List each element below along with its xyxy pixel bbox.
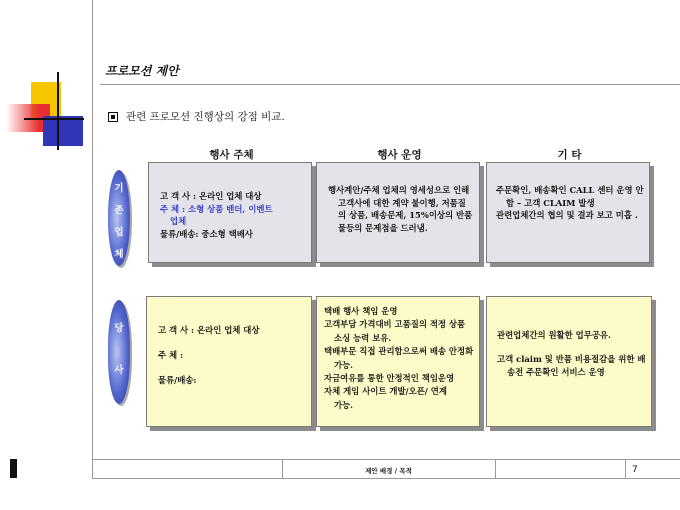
cell-our-etc	[486, 296, 652, 427]
footer-divider	[495, 459, 496, 479]
cell-line: 송전 주문확인 서비스 운영	[507, 367, 605, 377]
footer-section-label: 제안 배경 / 목적	[365, 467, 412, 475]
cell-line: 관련업체간의 원활한 업무공유.	[497, 330, 611, 340]
cell-existing-operation	[316, 162, 480, 263]
cell-line: 업체	[170, 216, 187, 226]
row-label-char: 체	[114, 249, 124, 260]
left-margin-line	[92, 0, 93, 478]
cell-line: 고 객 사 : 온라인 업체 대상	[160, 191, 262, 201]
logo-crosshair-vertical	[57, 72, 59, 150]
cell-our-operation	[316, 296, 480, 427]
cell-line: 함 – 고객 CLAIM 발생	[506, 197, 595, 208]
row-label-char: 기	[114, 183, 124, 194]
cell-line: 고객 claim 및 반품 비용절감을 위한 배	[497, 354, 646, 364]
cell-existing-etc	[486, 162, 650, 263]
column-header-operation: 행사 운영	[377, 149, 422, 161]
footer-top-rule	[92, 459, 680, 460]
row-label-char: 존	[114, 205, 124, 216]
title-rule	[100, 84, 680, 85]
cell-line: 물류/배송:	[158, 375, 197, 385]
cell-line: 소싱 능력 보유.	[334, 332, 392, 343]
section-bullet	[108, 109, 285, 124]
cell-line: 자금여유를 통한 안정적인 책임운영	[324, 373, 455, 384]
cell-line: 주문확인, 배송확인 CALL 센터 운영 안	[496, 185, 644, 195]
cell-line: 택배 행사 책임 운영	[324, 306, 398, 316]
row-label-char: 당	[114, 323, 124, 334]
cell-line: 물등의 문제점을 드러냄.	[338, 222, 428, 233]
cell-line: 가능.	[334, 359, 354, 370]
cell-line: 물류/배송: 중소형 택배사	[160, 228, 253, 239]
footer-bottom-rule	[92, 478, 680, 479]
row-label-char: 업	[114, 227, 124, 238]
slide-title: 프로모션 제안	[105, 64, 179, 78]
cell-existing-host	[148, 162, 312, 263]
cell-line: 고 객 사 : 온라인 업체 대상	[158, 325, 260, 335]
column-header-etc: 기 타	[557, 149, 582, 161]
cell-line: 가능.	[334, 399, 354, 410]
footer-black-mark	[10, 459, 17, 478]
cell-line: 고객사에 대한 계약 불이행, 저품질	[338, 197, 466, 208]
cell-line: 관련업체간의 협의 및 결과 보고 미흡 .	[496, 210, 638, 220]
cell-line: 주 체 :	[158, 350, 184, 360]
square-bullet-icon	[108, 112, 118, 122]
section-bullet-text: 관련 프로모션 진행상의 강점 비교.	[126, 111, 285, 123]
column-header-host: 행사 주체	[209, 149, 254, 161]
row-label-char: 사	[114, 365, 124, 376]
page-number: 7	[632, 465, 638, 475]
row-label-existing-companies	[108, 170, 130, 266]
cell-our-host	[146, 296, 312, 427]
logo-blue-square	[43, 116, 83, 146]
cell-line: 의 상품, 배송문제, 15%이상의 반품	[338, 210, 473, 220]
logo-crosshair-horizontal	[24, 118, 84, 120]
cell-line: 주 체 : 소형 상품 밴더, 이벤트	[160, 203, 273, 214]
footer-divider	[625, 459, 626, 479]
row-label-our-company	[108, 300, 130, 404]
cell-line: 행사계안/주체 업체의 영세성으로 인해	[328, 185, 470, 195]
cell-line: 고객부담 가격대비 고품질의 적정 상품	[324, 319, 466, 330]
cell-line: 택배부문 직접 관리함으로써 배송 안정화	[324, 346, 474, 357]
cell-line: 자체 게임 사이트 개발/오픈/ 연계	[324, 386, 447, 397]
